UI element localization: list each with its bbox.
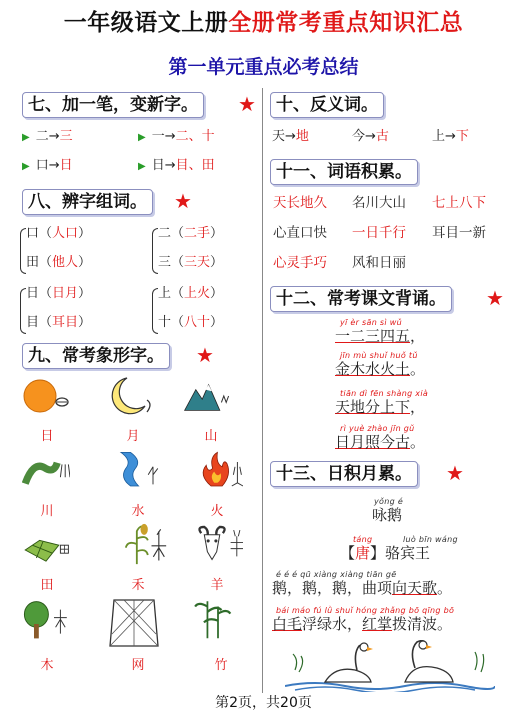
pinyin: bái máo fú lǜ shuǐ hóng zhǎng bō qīng bō	[276, 606, 455, 615]
add-stroke-item: ▶ 口→日	[22, 158, 73, 173]
star-icon: ★	[238, 92, 256, 116]
pinyin: jīn mù shuǐ huǒ tǔ	[340, 351, 418, 360]
pictograph-label: 川	[40, 504, 54, 519]
section-12-header: 十二、常考课文背诵。	[270, 286, 452, 312]
bamboo-icon	[194, 596, 242, 640]
word-pair: 日（日月）	[26, 286, 92, 301]
pictograph-label: 禾	[131, 578, 145, 593]
column-divider	[262, 88, 263, 693]
water-icon	[113, 448, 161, 492]
poem-author: 【唐】骆宾王	[340, 544, 431, 562]
word-pair: 田（他人）	[26, 255, 92, 270]
fire-icon	[195, 448, 243, 492]
pinyin: yī èr sān sì wǔ	[340, 318, 402, 327]
idiom: 天长地久	[273, 195, 327, 211]
recite-line: 金木水火土。	[335, 360, 426, 378]
page-number: 第2页，共20页	[215, 695, 312, 711]
idiom: 风和日丽	[352, 255, 406, 271]
section-9-header: 九、常考象形字。	[22, 343, 170, 369]
section-11-header: 十一、词语积累。	[270, 159, 418, 185]
poem-line: 鹅，鹅，鹅，曲项向天歌。	[272, 579, 453, 597]
word-pair: 口（人口）	[26, 226, 92, 241]
star-icon: ★	[196, 343, 214, 367]
pinyin: yǒng é	[374, 497, 404, 506]
section-10-header: 十、反义词。	[270, 92, 384, 118]
idiom: 七上八下	[432, 195, 486, 211]
pinyin: rì yuè zhào jīn gǔ	[340, 424, 415, 433]
grain-icon	[122, 522, 170, 566]
add-stroke-item: ▶ 日→目、田	[138, 158, 215, 173]
recite-line: 一二三四五，	[335, 327, 426, 345]
field-icon	[22, 528, 70, 572]
moon-icon	[105, 374, 153, 418]
pinyin: tiān dì fēn shàng xià	[340, 389, 429, 398]
pictograph-label: 月	[126, 429, 140, 444]
idiom: 耳目一新	[432, 225, 486, 241]
word-pair: 目（耳目）	[26, 315, 92, 330]
word-pair: 十（八十）	[158, 315, 224, 330]
sheep-icon	[195, 522, 243, 566]
antonym-pair: 上→下	[432, 129, 469, 144]
poem-line: 白毛浮绿水，红掌拨清波。	[272, 615, 453, 633]
word-pair: 三（三天）	[158, 255, 224, 270]
triangle-bullet-icon: ▶	[22, 132, 30, 143]
section-8-header: 八、辨字组词。	[22, 189, 153, 215]
pictograph-label: 水	[131, 504, 145, 519]
pictograph-label: 山	[204, 429, 218, 444]
page-title: 一年级语文上册全册常考重点知识汇总	[63, 10, 464, 36]
idiom: 心灵手巧	[273, 255, 327, 271]
page-subtitle: 第一单元重点必考总结	[168, 56, 359, 78]
star-icon: ★	[446, 461, 464, 485]
add-stroke-item: ▶ 一→二、十	[138, 129, 215, 144]
geese-illustration	[285, 640, 495, 692]
recite-line: 日月照今古。	[335, 433, 426, 451]
triangle-bullet-icon: ▶	[138, 132, 146, 143]
idiom: 名川大山	[352, 195, 406, 211]
river-icon	[22, 452, 70, 496]
recite-line: 天地分上下，	[335, 398, 426, 416]
section-7-header: 七、加一笔，变新字。	[22, 92, 204, 118]
idiom: 心直口快	[273, 225, 327, 241]
net-icon	[104, 596, 164, 650]
mountain-icon	[183, 374, 231, 418]
star-icon: ★	[486, 286, 504, 310]
antonym-pair: 天→地	[272, 129, 309, 144]
tree-icon	[22, 598, 70, 642]
pictograph-label: 网	[131, 658, 145, 673]
sun-icon	[22, 376, 70, 420]
pictograph-label: 田	[40, 578, 54, 593]
pictograph-label: 火	[210, 504, 224, 519]
pinyin: é é é qū xiàng xiàng tiān gē	[276, 570, 397, 579]
pinyin: táng	[353, 535, 373, 544]
pictograph-label: 竹	[214, 658, 228, 673]
word-pair: 上（上火）	[158, 286, 224, 301]
triangle-bullet-icon: ▶	[22, 161, 30, 172]
antonym-pair: 今→古	[352, 129, 389, 144]
poem-title: 咏鹅	[372, 506, 403, 524]
idiom: 一日千行	[352, 225, 406, 241]
pictograph-label: 日	[40, 429, 54, 444]
star-icon: ★	[174, 189, 192, 213]
word-pair: 二（二手）	[158, 226, 224, 241]
pictograph-label: 木	[40, 658, 54, 673]
triangle-bullet-icon: ▶	[138, 161, 146, 172]
pinyin: luò bīn wáng	[403, 535, 458, 544]
section-13-header: 十三、日积月累。	[270, 461, 418, 487]
pictograph-label: 羊	[210, 578, 224, 593]
add-stroke-item: ▶ 二→三	[22, 129, 73, 144]
